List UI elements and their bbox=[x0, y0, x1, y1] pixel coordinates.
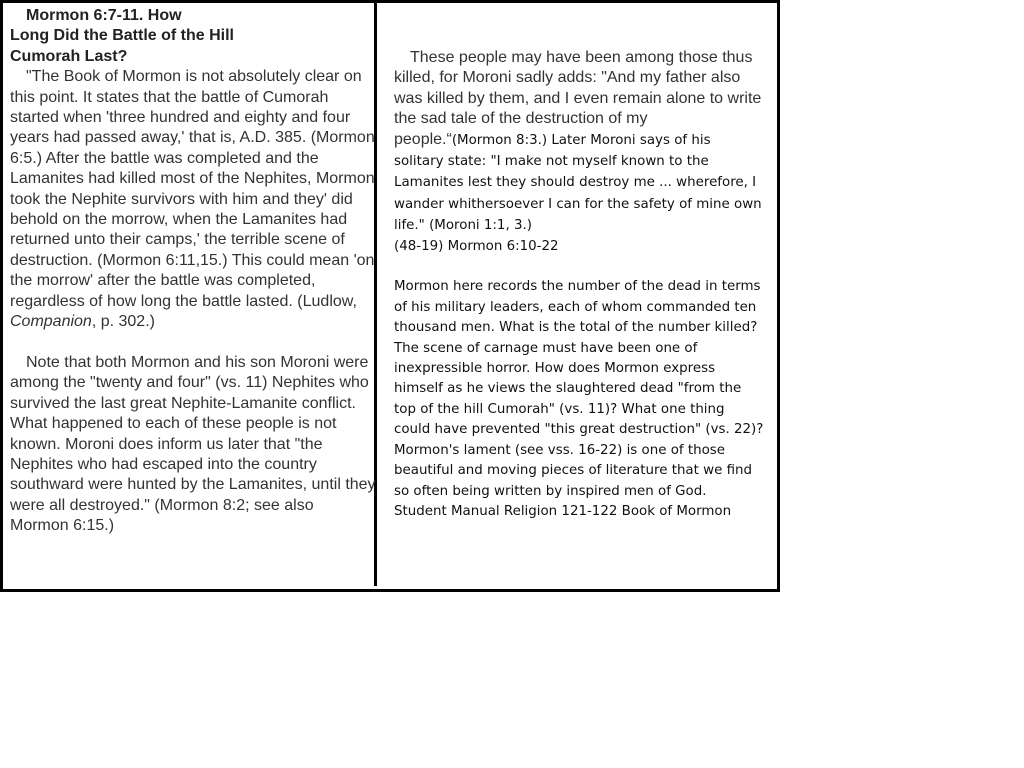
scripture-reference: (48-19) Mormon 6:10-22 bbox=[394, 238, 559, 254]
commentary-paragraph-1-end: , p. 302.) bbox=[91, 313, 155, 331]
quote-paragraph-citation: (Mormon 8:3.) Later Moroni says of his solitary state: "I make not myself known to the Lamanites lest they should destroy me ... wherefore, I wander whithersoever I can for the safety of mine own life." (Moroni 1:1, 3.) bbox=[394, 132, 762, 234]
commentary-paragraph-1 bbox=[10, 67, 376, 332]
study-question-paragraph: Mormon here records the number of the dead in terms of his military leaders, each of whom commanded ten thousand men. What is the total of the number killed? The scene of carnage must have been one of inexpressible horror. How does Mormon express himself as he views the slaughtered dead "from the top of the hill Cumorah" (vs. 11)? What one thing could have prevented "this great destruction" (vs. 22)? Mormon's lament (see vss. 16-22) is one of those beautiful and moving pieces of literature that we find so often being written by inspired men of God. bbox=[394, 279, 764, 499]
commentary-paragraph-1-italic: Companion bbox=[10, 313, 92, 331]
heading-line-2: Long Did the Battle of the Hill bbox=[10, 27, 234, 45]
quote-paragraph-text: These people may have been among those thus killed, for Moroni sadly adds: "And my father also was killed by them, and I even remain alone to write the sad tale of the destruction of my people.“ bbox=[394, 49, 762, 148]
source-line: Student Manual Religion 121-122 Book of Mormon bbox=[394, 503, 732, 519]
right-column bbox=[394, 48, 764, 522]
commentary-paragraph-2-text: Note that both Mormon and his son Moroni were among the "twenty and four" (vs. 11) Nephites who survived the last great Nephite-Lamanite conflict. What happened to each of these people is not known. Moroni does inform us later that "the Nephites who had escaped into the country southward were hunted by the Lamanites, until they were all destroyed." (Mormon 8:2; see also Mormon 6:15.) bbox=[10, 353, 376, 535]
left-column bbox=[10, 6, 376, 537]
commentary-paragraph-1-text: "The Book of Mormon is not absolutely clear on this point. It states that the battle of Cumorah started when 'three hundred and eighty and four years had passed away,' that is, A.D. 385. (Mormon 6:5.) After the battle was completed and the Lamanites had killed most of the Nephites, Mormon took the Nephite survivors with him and they' did behold on the morrow, when the Lamanites had returned unto their camps,' the terrible scene of destruction. (Mormon 6:11,15.) This could mean 'on the morrow' after the battle was completed, regardless of how long the battle lasted. (Ludlow, bbox=[10, 68, 375, 310]
heading-line-3: Cumorah Last? bbox=[10, 47, 128, 65]
section-heading bbox=[10, 6, 376, 67]
heading-line-1: Mormon 6:7-11. How bbox=[26, 7, 182, 24]
commentary-paragraph-2 bbox=[10, 353, 376, 537]
quote-paragraph bbox=[394, 48, 764, 237]
